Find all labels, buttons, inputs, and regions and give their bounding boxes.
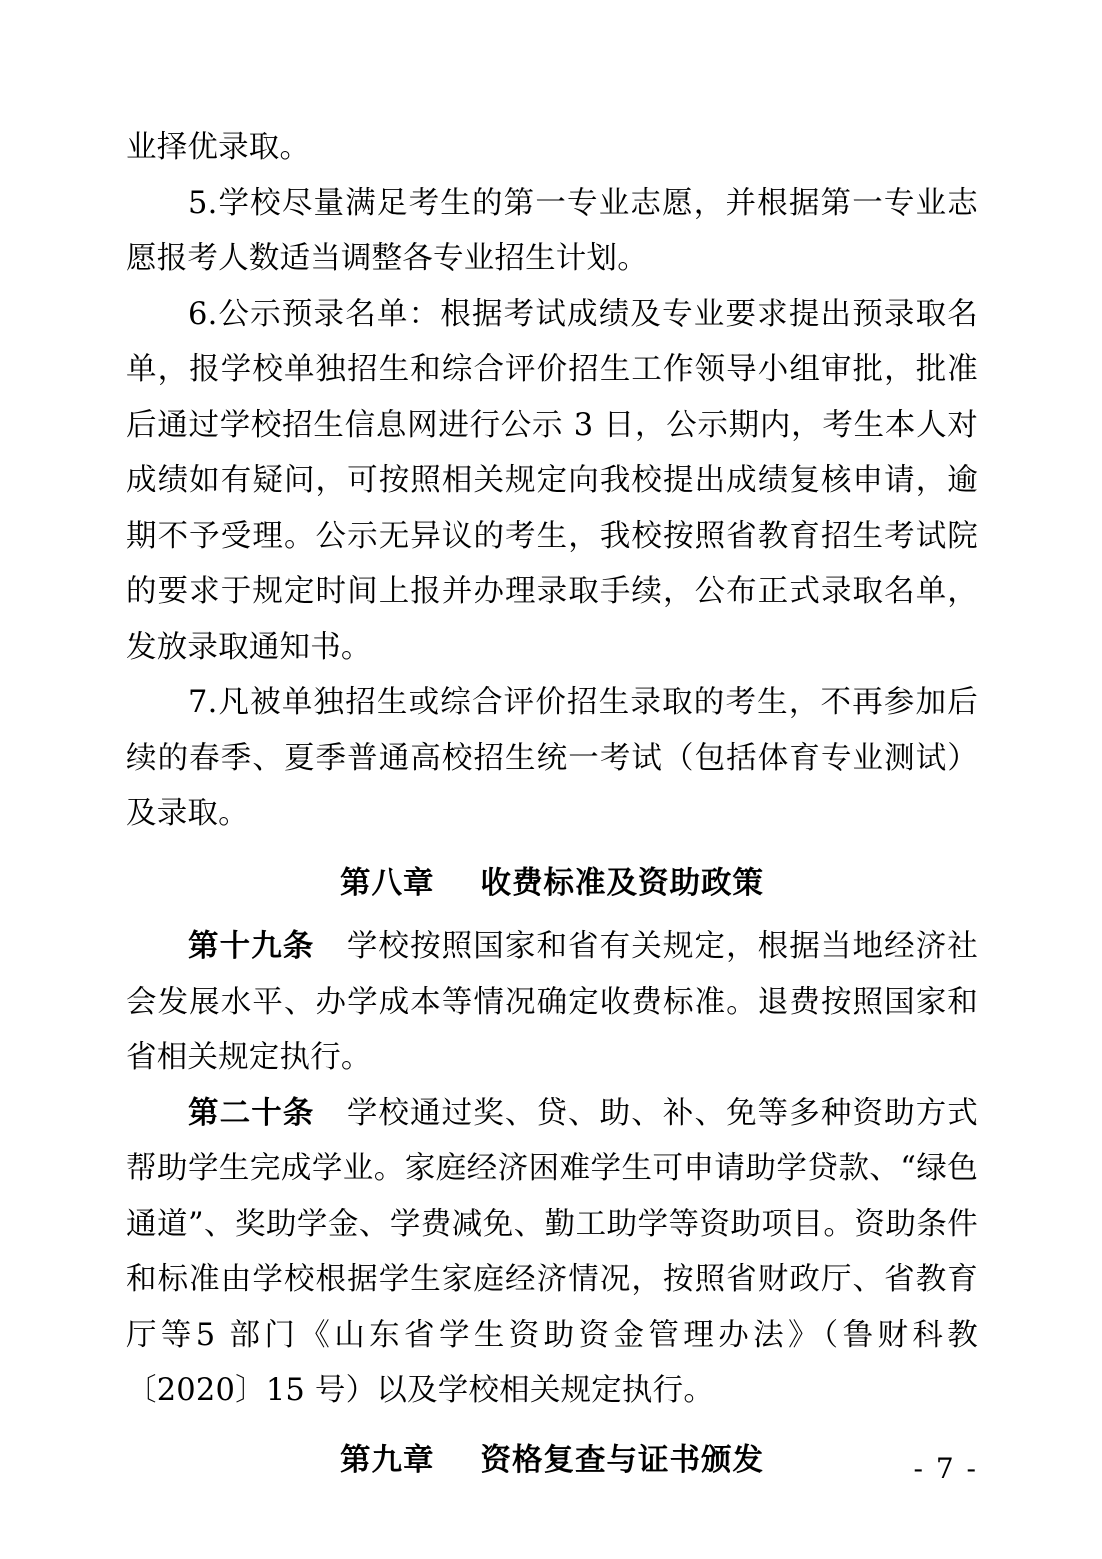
paragraph-continuation: 业择优录取。 (126, 130, 311, 165)
paragraph-item-7: 7.凡被单独招生或综合评价招生录取的考生，不再参加后续的春季、夏季普通高校招生统一考试（包括体育专业测试）及录取。 (126, 685, 978, 831)
article-20 (126, 1086, 978, 1419)
chapter-heading-8 (126, 842, 978, 920)
paragraph-item-6: 6.公示预录名单：根据考试成绩及专业要求提出预录取名单，报学校单独招生和综合评价招生工作领导小组审批，批准后通过学校招生信息网进行公示 3 日，公示期内，考生本人对成绩如有疑问，可按照相关规定向我校提出成绩复核申请，逾期不予受理。公示无异议的考生，我校按照省教育招生考试院的要求于规定时间上报并办理录取手续，公布正式录取名单，发放录取通知书。 (126, 296, 978, 665)
article-19-text: 学校按照国家和省有关规定，根据当地经济社会发展水平、办学成本等情况确定收费标准。退费按照国家和省相关规定执行。 (126, 929, 978, 1075)
article-19 (126, 919, 978, 1086)
chapter-number-8: 第八章 (340, 864, 435, 901)
page-number: - 7 - (913, 1452, 978, 1485)
chapter-heading-9 (126, 1419, 978, 1497)
chapter-number-9: 第九章 (340, 1441, 435, 1478)
paragraph-item-5: 5.学校尽量满足考生的第一专业志愿，并根据第一专业志愿报考人数适当调整各专业招生计划。 (126, 185, 978, 276)
article-20-lead: 第二十条 (188, 1094, 315, 1131)
article-19-lead: 第十九条 (188, 928, 315, 964)
document-body (126, 120, 978, 1496)
chapter-title-9: 资格复查与证书颁发 (480, 1441, 764, 1478)
chapter-title-8: 收费标准及资助政策 (480, 864, 764, 901)
article-20-text: 学校通过奖、贷、助、补、免等多种资助方式帮助学生完成学业。家庭经济困难学生可申请助学贷款、“绿色通道”、奖助学金、学费减免、勤工助学等资助项目。资助条件和标准由学校根据学生家庭经济情况，按照省财政厅、省教育厅等5 部门《山东省学生资助资金管理办法》（鲁财科教〔2020〕15 号）以及学校相关规定执行。 (126, 1095, 978, 1408)
